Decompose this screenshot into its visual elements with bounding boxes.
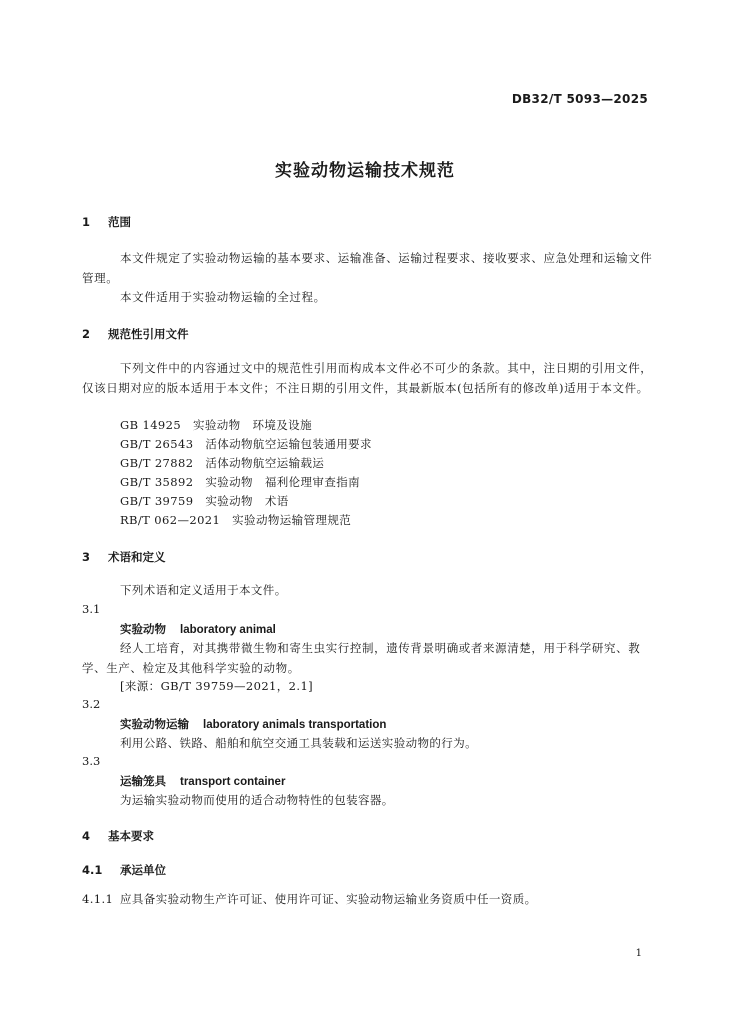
reference-title: 实验动物 术语 — [205, 494, 289, 508]
reference-title: 活体动物航空运输包装通用要求 — [205, 437, 372, 451]
reference-code: GB/T 35892 — [120, 475, 194, 489]
term-en: laboratory animal — [180, 624, 276, 636]
section-title: 范围 — [108, 215, 131, 229]
section-number: 1 — [82, 215, 91, 229]
subsection-4-1-heading — [82, 862, 166, 878]
reference-title: 活体动物航空运输载运 — [205, 456, 325, 470]
section-4-heading — [82, 828, 154, 844]
term-zh: 实验动物运输 — [120, 717, 189, 731]
section-1-paragraph-1: 本文件规定了实验动物运输的基本要求、运输准备、运输过程要求、接收要求、应急处理和运输文件管理。 — [82, 251, 653, 285]
term-definition: 经人工培育，对其携带微生物和寄生虫实行控制，遗传背景明确或者来源清楚，用于科学研究、教学、生产、检定及其他科学实验的动物。 — [82, 641, 641, 675]
clause-text: 应具备实验动物生产许可证、使用许可证、实验动物运输业务资质中任一资质。 — [120, 892, 537, 906]
reference-code: GB/T 26543 — [120, 437, 194, 451]
term-number: 3.1 — [82, 602, 101, 616]
section-number: 4 — [82, 829, 91, 843]
term-number: 3.3 — [82, 754, 101, 768]
reference-item — [120, 512, 351, 528]
reference-code: RB/T 062—2021 — [120, 513, 221, 527]
clause-4-1-1 — [82, 891, 537, 907]
section-3-heading — [82, 549, 166, 565]
standard-code: DB32/T 5093—2025 — [511, 92, 648, 106]
term-heading — [120, 621, 276, 637]
reference-title: 实验动物 环境及设施 — [192, 418, 312, 432]
subsection-number: 4.1 — [82, 863, 103, 877]
section-title: 术语和定义 — [108, 550, 166, 564]
document-title: 实验动物运输技术规范 — [275, 161, 455, 181]
section-title: 基本要求 — [108, 829, 154, 843]
term-en: laboratory animals transportation — [203, 719, 387, 731]
subsection-title: 承运单位 — [120, 863, 166, 877]
reference-item — [120, 417, 312, 433]
term-en: transport container — [180, 776, 286, 788]
clause-number: 4.1.1 — [82, 892, 114, 906]
term-zh: 运输笼具 — [120, 774, 166, 788]
term-heading — [120, 716, 386, 732]
section-2-heading — [82, 326, 189, 342]
section-1-heading — [82, 214, 131, 230]
reference-item — [120, 493, 289, 509]
term-zh: 实验动物 — [120, 622, 166, 636]
reference-item — [120, 455, 324, 471]
section-number: 3 — [82, 550, 91, 564]
section-3-paragraph-1: 下列术语和定义适用于本文件。 — [120, 583, 287, 597]
reference-item — [120, 436, 372, 452]
section-1-paragraph-2: 本文件适用于实验动物运输的全过程。 — [120, 290, 326, 304]
reference-title: 实验动物 福利伦理审查指南 — [205, 475, 361, 489]
term-heading — [120, 773, 285, 789]
section-2-paragraph-1: 下列文件中的内容通过文中的规范性引用而构成本文件必不可少的条款。其中，注日期的引用文件，仅该日期对应的版本适用于本文件；不注日期的引用文件，其最新版本(包括所有的修改单)适用于本文件。 — [82, 361, 653, 395]
section-number: 2 — [82, 327, 91, 341]
reference-code: GB 14925 — [120, 418, 182, 432]
reference-item — [120, 474, 360, 490]
reference-code: GB/T 39759 — [120, 494, 194, 508]
section-title: 规范性引用文件 — [108, 327, 189, 341]
reference-title: 实验动物运输管理规范 — [232, 513, 352, 527]
term-number: 3.2 — [82, 697, 101, 711]
reference-code: GB/T 27882 — [120, 456, 194, 470]
term-definition: 为运输实验动物而使用的适合动物特性的包装容器。 — [120, 793, 394, 807]
term-source: [来源：GB/T 39759—2021，2.1] — [120, 679, 314, 693]
page-number: 1 — [635, 948, 642, 959]
term-definition: 利用公路、铁路、船舶和航空交通工具装载和运送实验动物的行为。 — [120, 736, 477, 750]
